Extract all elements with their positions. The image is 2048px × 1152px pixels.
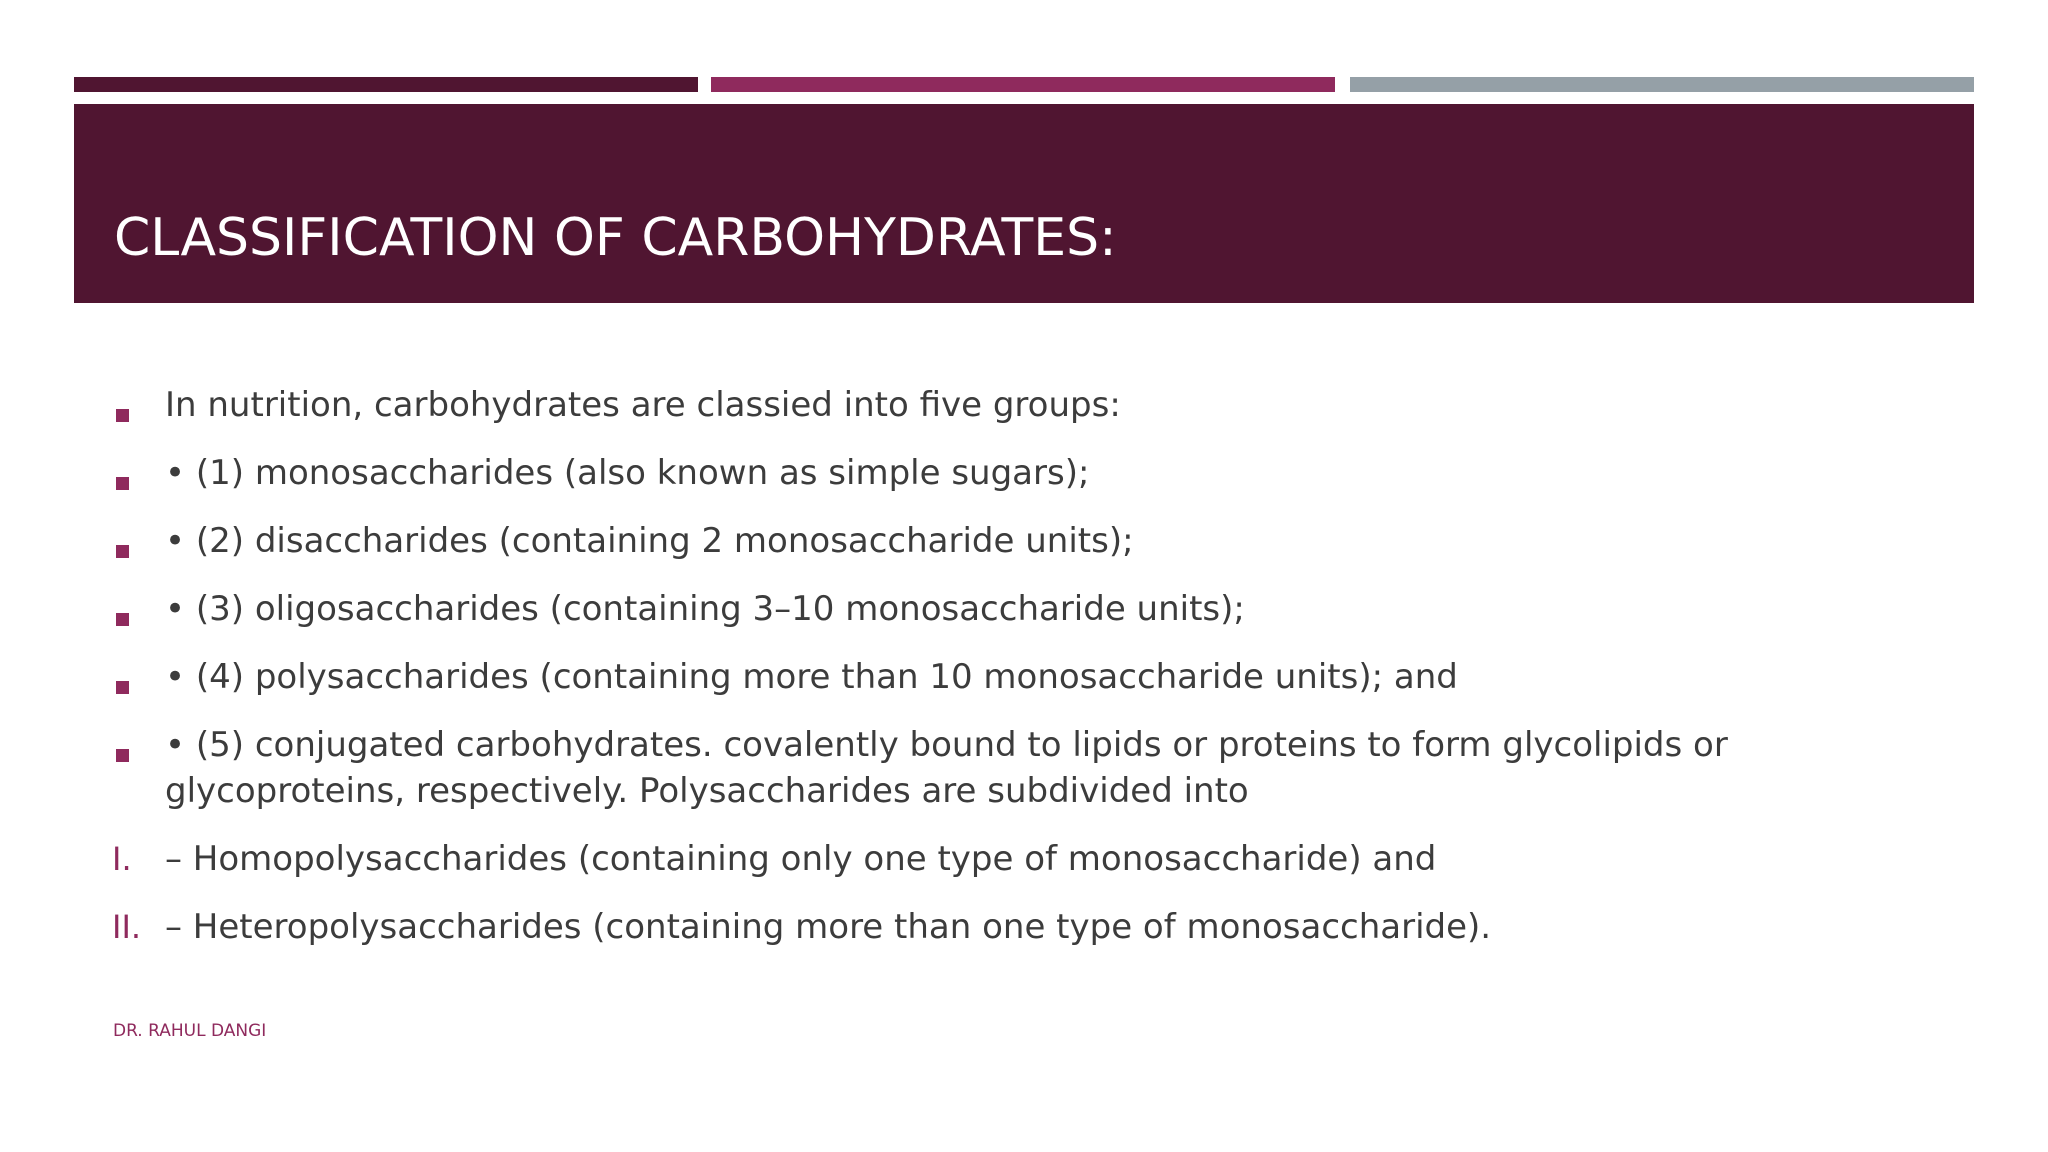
list-item-text: – Homopolysaccharides (containing only one type of monosaccharide) and [165,839,1437,879]
list-item-text: In nutrition, carbohydrates are classied into five groups: [165,385,1121,425]
list-item [112,450,1852,496]
square-bullet-icon [116,477,129,490]
title-band [74,104,1974,303]
list-item [112,904,1852,950]
list-item-text: • (5) conjugated carbohydrates. covalently bound to lipids or proteins to form glycolipids or glycoproteins, respectively. Polysaccharides are subdivided into [165,725,1728,811]
square-bullet-icon [116,545,129,558]
list-item [112,836,1852,882]
square-bullet-icon [116,409,129,422]
list-item-text: – Heteropolysaccharides (containing more than one type of monosaccharide). [165,907,1492,947]
square-bullet-icon [116,749,129,762]
footer-author: DR. RAHUL DANGI [113,1021,267,1041]
list-item [112,518,1852,564]
square-bullet-icon [116,681,129,694]
content-list [112,382,1852,972]
accent-bar-magenta [711,77,1335,92]
roman-numeral: I. [112,840,132,878]
accent-bar-dark [74,77,698,92]
square-bullet-icon [116,613,129,626]
list-item [112,722,1852,814]
list-item-text: • (4) polysaccharides (containing more than 10 monosaccharide units); and [165,657,1458,697]
list-item-text: • (3) oligosaccharides (containing 3–10 monosaccharide units); [165,589,1245,629]
slide-title: CLASSIFICATION OF CARBOHYDRATES: [114,208,1117,268]
list-item-text: • (1) monosaccharides (also known as simple sugars); [165,453,1090,493]
list-item [112,654,1852,700]
roman-numeral: II. [112,908,142,946]
list-item-text: • (2) disaccharides (containing 2 monosaccharide units); [165,521,1134,561]
list-item [112,586,1852,632]
accent-bar-gray [1350,77,1974,92]
list-item [112,382,1852,428]
